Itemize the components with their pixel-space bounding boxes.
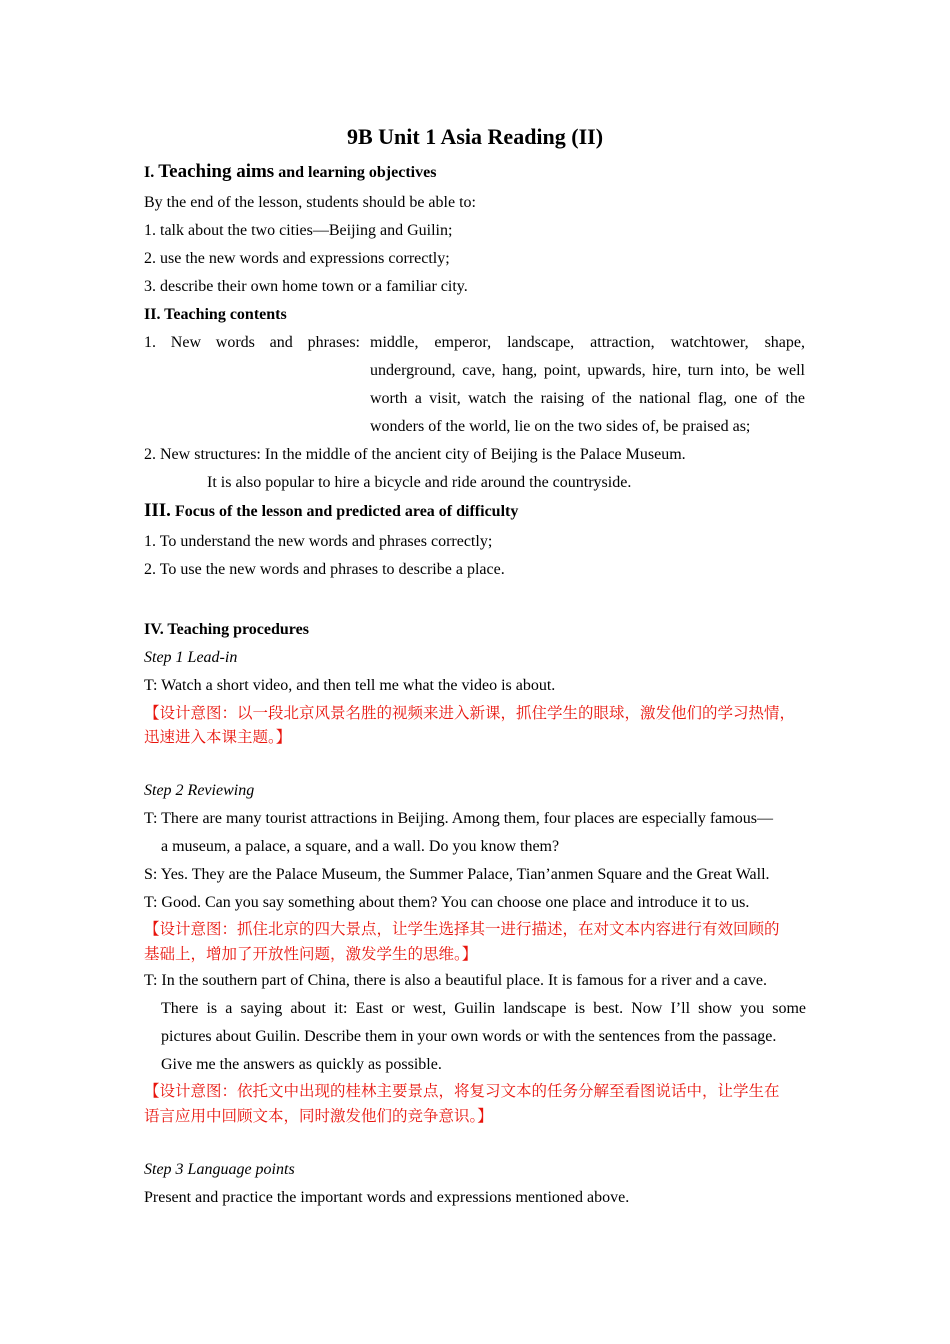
- design-note: 语言应用中回顾文本，同时激发他们的竞争意识。】: [144, 1107, 493, 1125]
- dialogue-line: S: Yes. They are the Palace Museum, the Summer Palace, Tian’anmen Square and the Great Wall.: [144, 866, 770, 883]
- objective-item: 2. use the new words and expressions correctly;: [144, 250, 450, 267]
- objective-item: 3. describe their own home town or a familiar city.: [144, 278, 468, 295]
- design-note: 【设计意图：抓住北京的四大景点，让学生选择其一进行描述，在对文本内容进行有效回顾的: [144, 920, 780, 938]
- section-1-roman: I.: [144, 164, 155, 181]
- design-note: 【设计意图：以一段北京风景名胜的视频来进入新课，抓住学生的眼球，激发他们的学习热情，: [144, 704, 796, 722]
- section-3-roman: III.: [144, 500, 171, 521]
- focus-item: 2. To use the new words and phrases to describe a place.: [144, 561, 505, 578]
- section-3-heading: [144, 501, 518, 522]
- phrases-line: underground, cave, hang, point, upwards, hire, turn into, be well: [370, 362, 805, 379]
- section-2-heading: II. Teaching contents: [144, 306, 287, 323]
- section-3-heading-text: Focus of the lesson and predicted area of difficulty: [174, 503, 519, 520]
- phrases-line: wonders of the world, lie on the two sides of, be praised as;: [370, 418, 751, 435]
- step-2-title: Step 2 Reviewing: [144, 782, 255, 799]
- step-1-title: Step 1 Lead-in: [144, 649, 238, 666]
- structures-line: 2. New structures: In the middle of the ancient city of Beijing is the Palace Museum.: [144, 446, 686, 463]
- page-title: 9B Unit 1 Asia Reading (II): [346, 124, 604, 149]
- dialogue-line: pictures about Guilin. Describe them in your own words or with the sentences from the passage.: [161, 1028, 777, 1045]
- section-1-intro: By the end of the lesson, students should be able to:: [144, 194, 476, 211]
- section-1-heading-rest: and learning objectives: [278, 164, 437, 181]
- phrases-line: worth a visit, watch the raising of the national flag, one of the: [370, 390, 805, 407]
- dialogue-line: T: There are many tourist attractions in Beijing. Among them, four places are especially famous—: [144, 810, 773, 827]
- phrases-line: middle, emperor, landscape, attraction, watchtower, shape,: [370, 334, 805, 351]
- dialogue-line: T: In the southern part of China, there is also a beautiful place. It is famous for a river and a cave.: [144, 972, 767, 989]
- dialogue-line: T: Good. Can you say something about them? You can choose one place and introduce it to us.: [144, 894, 750, 911]
- structures-line-2: It is also popular to hire a bicycle and ride around the countryside.: [207, 474, 632, 491]
- objective-item: 1. talk about the two cities—Beijing and Guilin;: [144, 222, 453, 239]
- step-3-title: Step 3 Language points: [144, 1161, 295, 1178]
- dialogue-line: There is a saying about it: East or west, Guilin landscape is best. Now I’ll show you some: [161, 1000, 806, 1017]
- step-1-teacher-line: T: Watch a short video, and then tell me what the video is about.: [144, 677, 556, 694]
- section-1-heading-main: Teaching aims: [158, 161, 275, 182]
- step-3-text: Present and practice the important words and expressions mentioned above.: [144, 1189, 630, 1206]
- dialogue-line: a museum, a palace, a square, and a wall. Do you know them?: [161, 838, 560, 855]
- design-note: 【设计意图：依托文中出现的桂林主要景点，将复习文本的任务分解至看图说话中，让学生在: [144, 1082, 780, 1100]
- dialogue-line: Give me the answers as quickly as possible.: [161, 1056, 442, 1073]
- section-1-heading: [144, 162, 436, 183]
- phrases-label: 1. New words and phrases:: [144, 334, 360, 351]
- design-note: 迅速进入本课主题。】: [144, 728, 292, 746]
- section-4-heading: IV. Teaching procedures: [144, 621, 309, 638]
- focus-item: 1. To understand the new words and phrases correctly;: [144, 533, 493, 550]
- design-note: 基础上，增加了开放性问题，激发学生的思维。】: [144, 945, 478, 963]
